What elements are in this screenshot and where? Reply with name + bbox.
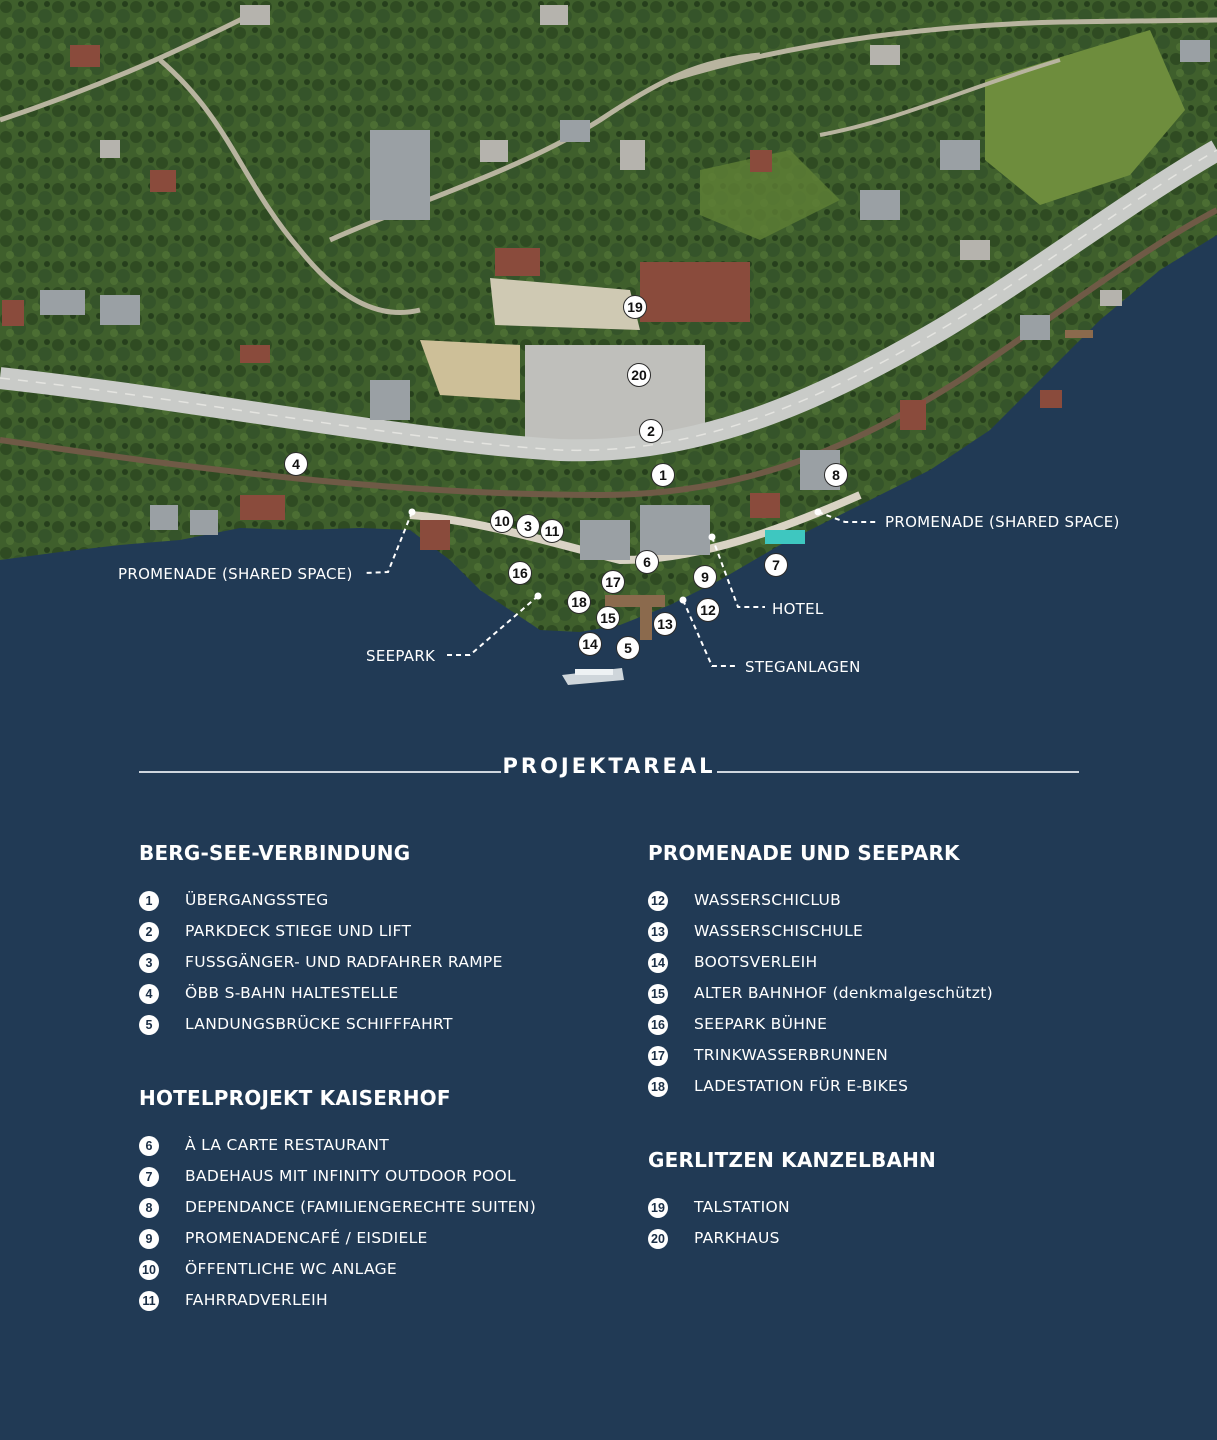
legend-number-badge: 17	[648, 1046, 668, 1066]
legend-number-badge: 19	[648, 1198, 668, 1218]
legend-number-badge: 1	[139, 891, 159, 911]
legend-group-heading: BERG-SEE-VERBINDUNG	[139, 841, 411, 865]
legend-group	[139, 838, 639, 1045]
legend-item	[139, 1135, 639, 1166]
callout-promenade-west: PROMENADE (SHARED SPACE)	[118, 565, 353, 583]
legend-number-badge: 16	[648, 1015, 668, 1035]
legend-group	[139, 1083, 639, 1321]
legend-item	[648, 1076, 1148, 1107]
map-marker-19[interactable]: 19	[623, 295, 647, 319]
legend-item-label: PARKHAUS	[694, 1229, 780, 1247]
legend-group-heading: PROMENADE UND SEEPARK	[648, 841, 960, 865]
legend-item	[139, 952, 639, 983]
legend-item	[139, 1290, 639, 1321]
legend-item-label: ÖBB S-BAHN HALTESTELLE	[185, 984, 399, 1002]
legend-item-label: PROMENADENCAFÉ / EISDIELE	[185, 1229, 428, 1247]
legend-item-label: ALTER BAHNHOF (denkmalgeschützt)	[694, 984, 993, 1002]
legend-number-badge: 9	[139, 1229, 159, 1249]
legend-item	[648, 1228, 1148, 1259]
legend-item	[648, 983, 1148, 1014]
legend-number-badge: 14	[648, 953, 668, 973]
legend-number-badge: 3	[139, 953, 159, 973]
legend-number-badge: 8	[139, 1198, 159, 1218]
legend-number-badge: 7	[139, 1167, 159, 1187]
legend-item-label: LANDUNGSBRÜCKE SCHIFFFAHRT	[185, 1015, 453, 1033]
legend-left-column	[139, 838, 639, 1359]
legend-item	[139, 983, 639, 1014]
legend-item-label: ÜBERGANGSSTEG	[185, 891, 329, 909]
map-marker-12[interactable]: 12	[696, 598, 720, 622]
legend-item	[139, 890, 639, 921]
map-marker-9[interactable]: 9	[693, 565, 717, 589]
map-marker-13[interactable]: 13	[653, 612, 677, 636]
map-marker-6[interactable]: 6	[635, 550, 659, 574]
map-marker-7[interactable]: 7	[764, 553, 788, 577]
legend-number-badge: 10	[139, 1260, 159, 1280]
map-marker-16[interactable]: 16	[508, 561, 532, 585]
legend-item	[139, 1166, 639, 1197]
callout-hotel: HOTEL	[772, 600, 824, 618]
section-title-row	[139, 752, 1079, 786]
legend-item-label: SEEPARK BÜHNE	[694, 1015, 828, 1033]
legend-number-badge: 15	[648, 984, 668, 1004]
legend-item-label: TRINKWASSERBRUNNEN	[694, 1046, 889, 1064]
legend-item	[648, 921, 1148, 952]
map-marker-18[interactable]: 18	[567, 590, 591, 614]
legend-item-label: DEPENDANCE (FAMILIENGERECHTE SUITEN)	[185, 1198, 537, 1216]
legend-number-badge: 13	[648, 922, 668, 942]
legend-item	[139, 1014, 639, 1045]
legend-item	[648, 1045, 1148, 1076]
aerial-map	[0, 0, 1217, 700]
legend-number-badge: 20	[648, 1229, 668, 1249]
legend-item	[648, 1014, 1148, 1045]
legend-item-label: BADEHAUS MIT INFINITY OUTDOOR POOL	[185, 1167, 516, 1185]
legend-group	[648, 838, 1148, 1107]
legend-item	[139, 1228, 639, 1259]
legend-group	[648, 1145, 1148, 1259]
legend-item-label: À LA CARTE RESTAURANT	[185, 1136, 390, 1154]
callout-steganlagen: STEGANLAGEN	[745, 658, 861, 676]
legend-number-badge: 5	[139, 1015, 159, 1035]
map-marker-20[interactable]: 20	[627, 363, 651, 387]
legend-item-label: ÖFFENTLICHE WC ANLAGE	[185, 1260, 397, 1278]
legend-number-badge: 18	[648, 1077, 668, 1097]
map-marker-2[interactable]: 2	[639, 419, 663, 443]
map-marker-17[interactable]: 17	[601, 570, 625, 594]
legend-right-column	[648, 838, 1148, 1297]
callout-promenade-east: PROMENADE (SHARED SPACE)	[885, 513, 1120, 531]
legend-item-label: LADESTATION FÜR E-BIKES	[694, 1077, 909, 1095]
legend-item	[648, 952, 1148, 983]
legend-group-heading: GERLITZEN KANZELBAHN	[648, 1148, 936, 1172]
legend-item	[139, 1259, 639, 1290]
legend-item	[139, 921, 639, 952]
legend-item-label: PARKDECK STIEGE UND LIFT	[185, 922, 412, 940]
callout-seepark: SEEPARK	[366, 647, 436, 665]
legend-item	[139, 1197, 639, 1228]
legend-item-label: WASSERSCHISCHULE	[694, 922, 864, 940]
legend-number-badge: 6	[139, 1136, 159, 1156]
legend-item-label: BOOTSVERLEIH	[694, 953, 818, 971]
legend-item-label: FUSSGÄNGER- UND RADFAHRER RAMPE	[185, 953, 503, 971]
legend-item-label: FAHRRADVERLEIH	[185, 1291, 328, 1309]
legend-number-badge: 12	[648, 891, 668, 911]
map-marker-1[interactable]: 1	[651, 463, 675, 487]
map-marker-10[interactable]: 10	[490, 509, 514, 533]
map-marker-3[interactable]: 3	[516, 514, 540, 538]
legend-group-heading: HOTELPROJEKT KAISERHOF	[139, 1086, 451, 1110]
map-marker-8[interactable]: 8	[824, 463, 848, 487]
legend-number-badge: 2	[139, 922, 159, 942]
page-title: PROJEKTAREAL	[502, 754, 716, 778]
legend-number-badge: 4	[139, 984, 159, 1004]
map-marker-5[interactable]: 5	[616, 636, 640, 660]
map-marker-4[interactable]: 4	[284, 452, 308, 476]
map-marker-11[interactable]: 11	[540, 519, 564, 543]
legend-item-label: TALSTATION	[694, 1198, 790, 1216]
legend-item	[648, 1197, 1148, 1228]
map-marker-14[interactable]: 14	[578, 632, 602, 656]
legend-item-label: WASSERSCHICLUB	[694, 891, 842, 909]
map-marker-15[interactable]: 15	[596, 606, 620, 630]
title-rule-right	[717, 771, 1079, 773]
legend-number-badge: 11	[139, 1291, 159, 1311]
legend-item	[648, 890, 1148, 921]
